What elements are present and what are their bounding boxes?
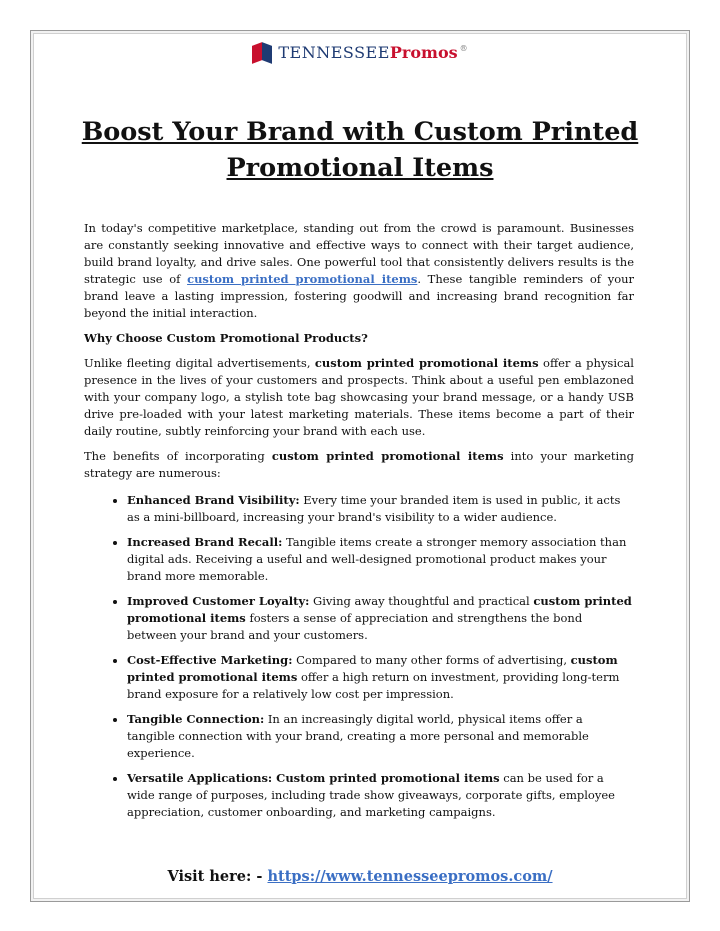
para3-text-2: into your marketing strategy are numerous:: [84, 449, 634, 480]
list-item: [127, 711, 634, 762]
benefit-title: Improved Customer Loyalty:: [127, 594, 310, 608]
paragraph-3: [84, 448, 634, 482]
benefit-title: Cost-Effective Marketing:: [127, 653, 293, 667]
benefit-bold-phrase: custom printed promotional items: [127, 653, 618, 684]
website-link[interactable]: https://www.tennesseepromos.com/: [267, 868, 553, 885]
benefit-text: In an increasingly digital world, physical items offer a tangible connection with your brand, creating a more personal and memorable experience.: [127, 712, 589, 760]
logo-text-primary: TENNESSEE: [278, 42, 390, 62]
benefit-text-2: fosters a sense of appreciation and strengthens the bond between your brand and your customers.: [127, 611, 583, 642]
benefit-text: Every time your branded item is used in public, it acts as a mini-billboard, increasing your brand's visibility to a wider audience.: [127, 493, 621, 524]
benefit-text: Giving away thoughtful and practical: [309, 594, 534, 608]
article-body: [84, 220, 634, 829]
benefit-title: Versatile Applications: Custom printed promotional items: [127, 771, 500, 785]
intro-paragraph: [84, 220, 634, 322]
para3-text-1: The benefits of incorporating: [84, 449, 272, 463]
benefit-text: can be used for a wide range of purposes, including trade show giveaways, corporate gifts, employee appreciation, customer onboarding, and marketing campaigns.: [127, 771, 615, 819]
list-item: [127, 492, 634, 526]
list-item: [127, 652, 634, 703]
custom-items-link[interactable]: custom printed promotional items: [187, 272, 418, 286]
benefit-text: Tangible items create a stronger memory association than digital ads. Receiving a useful and well-designed promotional product makes your brand more memorable.: [127, 535, 627, 583]
logo-cube-icon: [252, 40, 274, 64]
benefit-text-2: offer a high return on investment, providing long-term brand exposure for a relatively low cost per impression.: [127, 670, 620, 701]
page-title: Boost Your Brand with Custom Printed Promotional Items: [81, 117, 639, 183]
para2-text-1: Unlike fleeting digital advertisements,: [84, 356, 315, 370]
footer-visit: [0, 868, 720, 885]
list-item: [127, 593, 634, 644]
para2-bold: custom printed promotional items: [314, 356, 539, 370]
why-heading-text: Why Choose Custom Promotional Products?: [84, 331, 368, 345]
benefit-title: Enhanced Brand Visibility:: [127, 493, 300, 507]
visit-label: Visit here: -: [167, 868, 268, 885]
benefit-title: Increased Brand Recall:: [127, 535, 283, 549]
why-heading: [84, 330, 634, 347]
intro-text-1: In today's competitive marketplace, standing out from the crowd is paramount. Businesses are constantly seeking innovative and effective ways to connect with their target audience, build brand loyalty, and drive sales. One powerful tool that consistently delivers results is the strategic use of: [84, 221, 634, 286]
list-item: [127, 770, 634, 821]
benefit-bold-phrase: custom printed promotional items: [127, 594, 632, 625]
para2-text-2: offer a physical presence in the lives of your customers and prospects. Think about a useful pen emblazoned with your company logo, a stylish tote bag showcasing your brand message, or a handy USB drive pre-loaded with your latest marketing materials. These items become a part of their daily routine, subtly reinforcing your brand with each use.: [84, 356, 634, 438]
paragraph-2: [84, 355, 634, 440]
intro-text-2: . These tangible reminders of your brand leave a lasting impression, fostering goodwill and increasing brand recognition far beyond the initial interaction.: [84, 272, 635, 320]
logo-text-accent: Promos: [389, 42, 458, 62]
benefit-text: Compared to many other forms of advertising,: [292, 653, 571, 667]
para3-bold: custom printed promotional items: [271, 449, 504, 463]
list-item: [127, 534, 634, 585]
registered-mark: ®: [459, 44, 468, 53]
logo: [0, 40, 720, 64]
benefits-list: [84, 492, 634, 821]
benefit-title: Tangible Connection:: [127, 712, 265, 726]
